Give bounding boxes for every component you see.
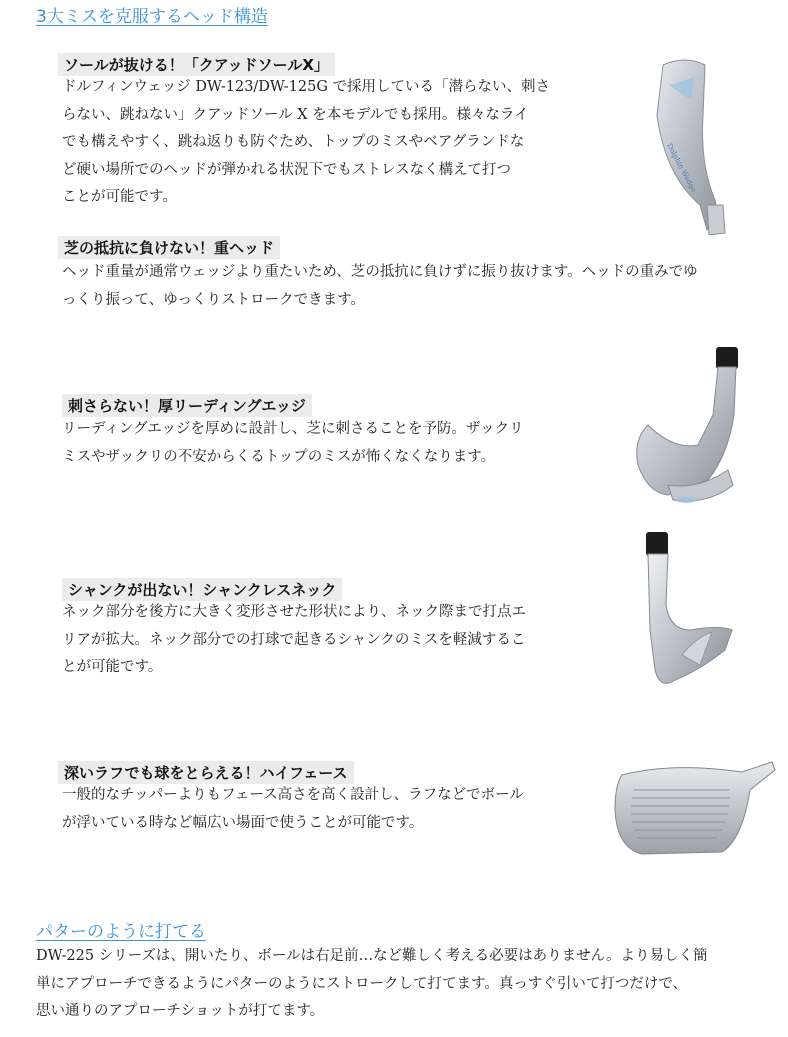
head-logo-text: Dolphin Wedge (665, 142, 698, 194)
feature-heading-heavy-head: 芝の抵抗に負けない！重ヘッド (58, 236, 280, 259)
wedge-sole-image (645, 55, 745, 235)
text-line: リーディングエッジを厚めに設計し、芝に刺さることを予防。ザックリ (62, 421, 524, 437)
feature-text-high-face (62, 782, 592, 837)
feature-heading-high-face: 深いラフでも球をとらえる！ハイフェース (58, 761, 354, 784)
text-line: ことが可能です。 (62, 189, 177, 205)
text-line: ミスやザックリの不安からくるトップのミスが怖くなくなります。 (62, 448, 496, 465)
feature-text-shankless (62, 599, 592, 682)
feature-text-leading-edge (62, 416, 592, 471)
feature-heading-sole: ソールが抜ける！「クアッドソールX」 (58, 53, 335, 76)
wedge-neck-image (620, 530, 740, 695)
wedge-face-image (612, 760, 777, 860)
feature-text-heavy-head (62, 259, 782, 314)
text-line: ヘッド重量が通常ウェッジより重たいため、芝の抵抗に負けずに振り抜けます。ヘッドの重みでゆ (62, 264, 698, 280)
wedge-leading-edge-image (628, 345, 748, 505)
text-line: ど硬い場所でのヘッドが弾かれる状況下でもストレスなく構えて打つ (62, 161, 512, 178)
text-line: DW-225 シリーズは、開いたり、ボールは右足前…など難しく考える必要はありません。より易しく簡 (36, 948, 708, 964)
text-line: とが可能です。 (62, 659, 163, 675)
text-line: っくり振って、ゆっくりストロークできます。 (62, 291, 365, 308)
text-line: 単にアプローチできるようにパターのようにストロークして打てます。真っすぐ引いて打つだけで、 (36, 975, 688, 992)
text-line: ドルフィンウェッジ DW-123/DW-125G で採用している「潜らない、刺さ (62, 79, 551, 95)
putter-text (36, 943, 781, 1026)
section-title[interactable]: 3大ミスを克服するヘッド構造 (36, 7, 268, 27)
feature-heading-shankless: シャンクが出ない！シャンクレスネック (62, 578, 342, 601)
text-line: らない、跳ねない」クアッドソール X を本モデルでも採用。様々なライ (62, 106, 529, 123)
putter-section-title[interactable]: パターのように打てる (36, 922, 206, 942)
text-line: 思い通りのアプローチショットが打てます。 (36, 1003, 325, 1019)
text-line: が浮いている時など幅広い場面で使うことが可能です。 (62, 814, 424, 831)
feature-text-sole (62, 74, 592, 212)
text-line: リアが拡大。ネック部分での打球で起きるシャンクのミスを軽減するこ (62, 631, 526, 648)
text-line: ネック部分を後方に大きく変形させた形状により、ネック際まで打点エ (62, 604, 526, 620)
text-line: でも構えやすく、跳ね返りも防ぐため、トップのミスやベアグランドな (62, 134, 525, 150)
text-line: 一般的なチッパーよりもフェース高さを高く設計し、ラフなどでボール (62, 787, 524, 803)
feature-heading-leading-edge: 刺さらない！厚リーディングエッジ (62, 394, 312, 417)
